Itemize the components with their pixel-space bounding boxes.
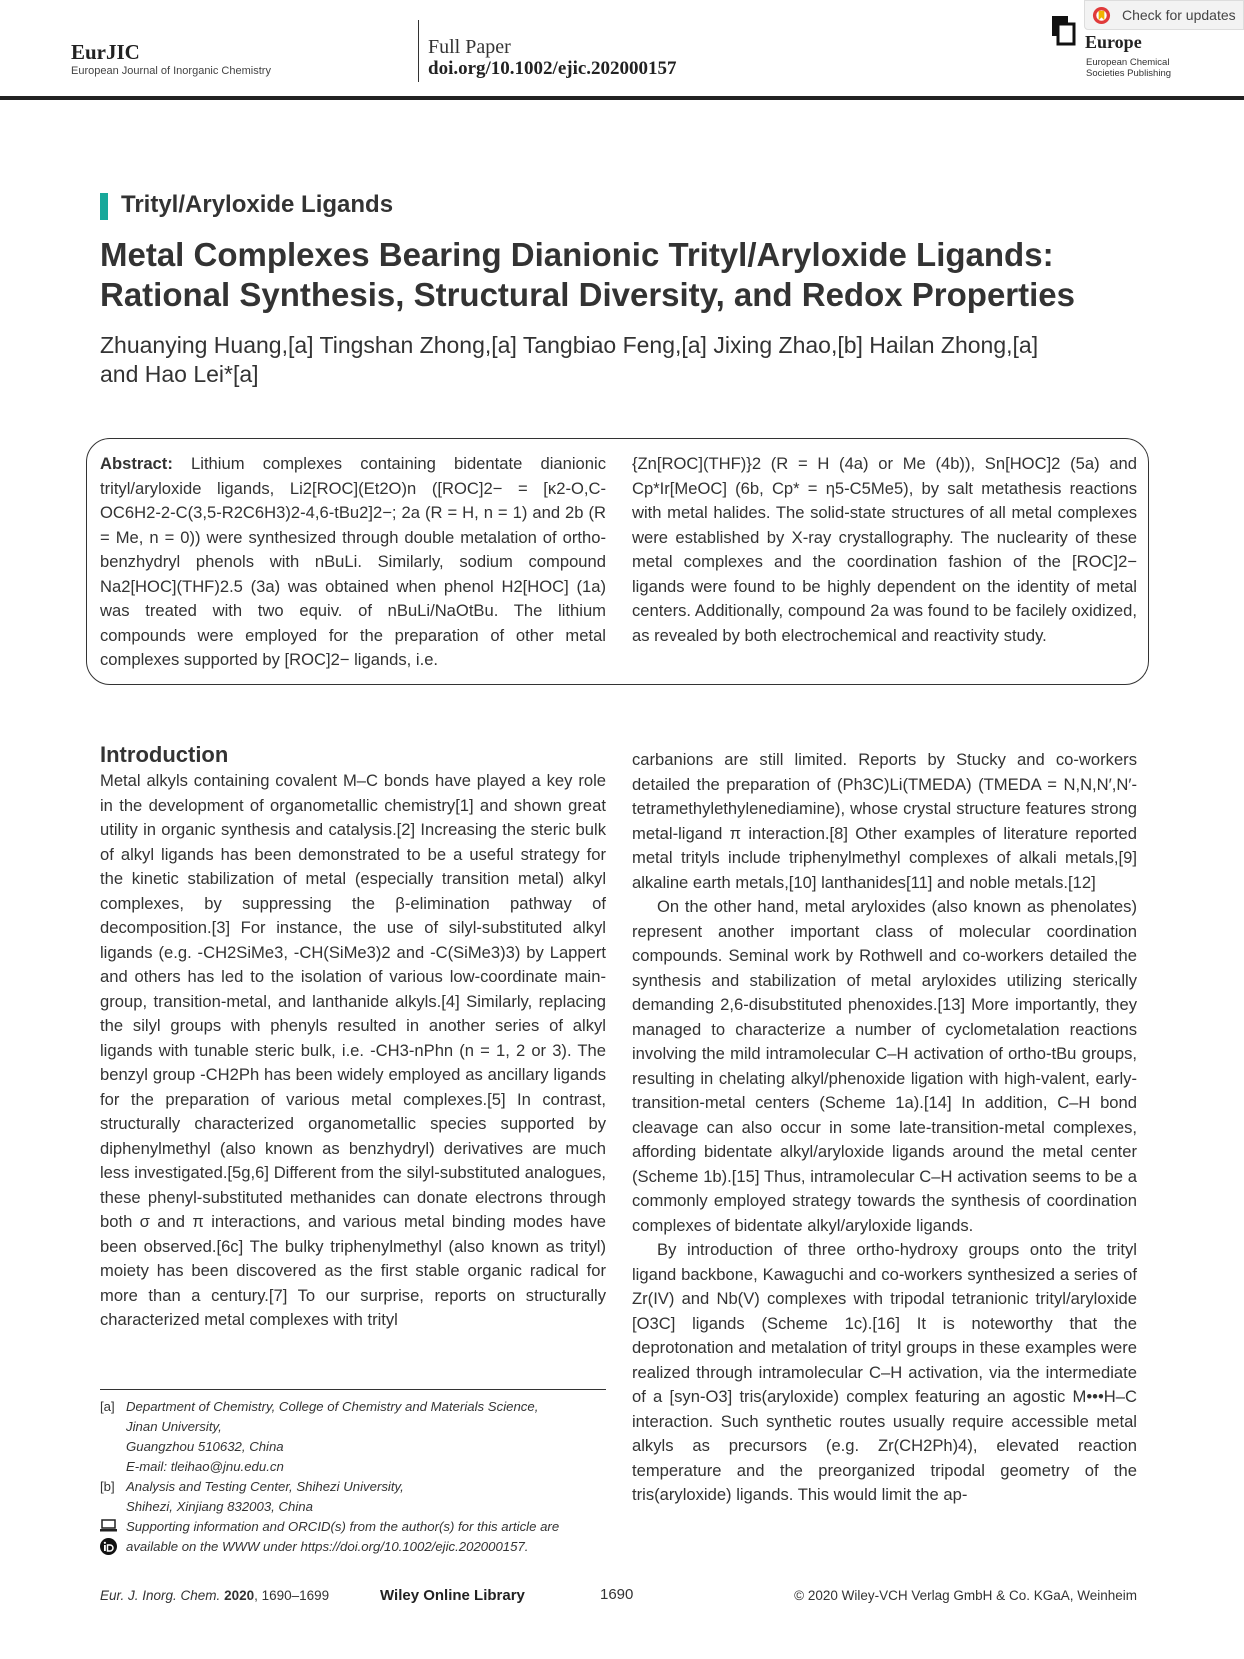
- publisher-name: Europe: [1085, 32, 1142, 52]
- section-label: Trityl/Aryloxide Ligands: [121, 191, 394, 218]
- article-title: [100, 235, 1160, 315]
- article-type: Full Paper: [428, 36, 511, 58]
- journal-full-name: European Journal of Inorganic Chemistry: [71, 65, 271, 77]
- footer-year: 2020: [224, 1588, 255, 1603]
- abstract-text-right: {Zn[ROC](THF)}2 (R = H (4a) or Me (4b)), Sn[HOC]2 (5a) and Cp*Ir[MeOC] (6b, Cp* = η5-C5Me5), by salt metathesis reactions with metal halides. The solid-state structures of all metal complexes were established by X-ray crystallography. The nuclearity of these metal complexes and the coordination fashion of the [ROC]2− ligands were found to be highly dependent on the identity of metal centers. Additionally, compound 2a was found to be facilely oxidized, as revealed by both electrochemical and reactivity study.: [632, 454, 1137, 645]
- affiliation-a-line-2: Jinan University,: [126, 1419, 222, 1434]
- introduction-heading: Introduction: [100, 742, 229, 767]
- section-accent-bar: [100, 193, 108, 220]
- intro-paragraph-1: Metal alkyls containing covalent M–C bonds have played a key role in the development of organometallic chemistry[1] and shown great utility in organic synthesis and catalysis.[2] Increasing the steric bulk of alkyl ligands has been demonstrated to be a useful strategy for the kinetic stabilization of metal (especially transition metal) alkyl complexes, by suppressing the β-elimination pathway of decomposition.[3] For instance, the use of silyl-substituted alkyl ligands (e.g. -CH2SiMe3, -CH(SiMe3)2 and -C(SiMe3)3) by Lappert and others has led to the isolation of various low-coordinate main-group, transition-metal, and lanthanide alkyls.[4] Similarly, replacing the silyl groups with phenyls resulted in another series of alkyl ligands with tunable steric bulk, i.e. -CH3-nPhn (n = 1, 2 or 3). The benzyl group -CH2Ph has been widely employed as ancillary ligands for the preparation of various metal complexes.[5] In contrast, structurally characterized organometallic species supported by diphenylmethyl (also known as benzhydryl) derivatives are much less investigated.[5g,6] Different from the silyl-substituted analogues, these phenyl-substituted methanides can donate electrons through both σ and π interactions, and various metal binding modes have been observed.[6c] The bulky triphenylmethyl (also known as trityl) moiety has been discovered as the first stable organic radical for more than a century.[7] To our surprise, reports on structurally characterized metal complexes with trityl: [100, 771, 606, 1329]
- affiliation-b-line-1: Analysis and Testing Center, Shihezi University,: [126, 1479, 404, 1494]
- supporting-info-icon: [100, 1519, 117, 1532]
- intro-paragraph-1-continued: carbanions are still limited. Reports by Stucky and co-workers detailed the preparation of (Ph3C)Li(TMEDA) (TMEDA = N,N,N′,N′-tetramethylethylenediamine), whose crystal structure features strong metal-ligand π interaction.[8] Other examples of literature reported metal trityls include triphenylmethyl complexes of alkali metals,[9] alkaline earth metals,[10] lanthanides[11] and noble metals.[12]: [632, 750, 1137, 892]
- footer-journal: Eur. J. Inorg. Chem.: [100, 1588, 221, 1603]
- page-number: 1690: [600, 1586, 634, 1603]
- footnote-rule: [100, 1389, 606, 1390]
- affiliation-b: [126, 1477, 606, 1517]
- footer-pages: , 1690–1699: [254, 1588, 330, 1603]
- affiliation-b-tag: [b]: [100, 1479, 115, 1494]
- publisher-subtitle-line-2: Societies Publishing: [1086, 68, 1172, 79]
- abstract-text-left: Lithium complexes containing bidentate dianionic trityl/aryloxide ligands, Li2[ROC](Et2O)n ([ROC]2− = [κ2-O,C-OC6H2-2-C(3,5-R2C6H3)2-4,6-tBu2]2−; 2a (R = H, n = 1) and 2b (R = Me, n = 0)) were synthesized through double metalation of ortho-benzhydryl phenols with nBuLi. Similarly, sodium compound Na2[HOC](THF)2.5 (3a) was obtained when phenol H2[HOC] (1a) was treated with two equiv. of nBuLi/NaOtBu. The lithium compounds were employed for the preparation of other metal complexes supported by [ROC]2− ligands, i.e.: [100, 454, 606, 669]
- publisher-subtitle: [1086, 57, 1171, 79]
- authors-line-2: and Hao Lei*[a]: [100, 361, 259, 387]
- author-list: [100, 331, 1180, 389]
- body-right-column: [632, 748, 1137, 1508]
- journal-abbrev: EurJIC: [71, 40, 140, 64]
- check-for-updates-button[interactable]: [1084, 0, 1244, 30]
- orcid-icon[interactable]: [100, 1538, 117, 1555]
- title-line-2: Rational Synthesis, Structural Diversity, and Redox Properties: [100, 276, 1075, 313]
- chemistry-europe-logo-icon: [1052, 16, 1080, 48]
- intro-paragraph-3: By introduction of three ortho-hydroxy groups onto the trityl ligand backbone, Kawaguchi and co-workers synthesized a series of Zr(IV) and Nb(V) complexes with tripodal tetranionic trityl/aryloxide [O3C] ligands (Scheme 1c).[16] It is noteworthy that the deprotonation and metalation of trityl groups in these examples were realized through intramolecular C–H activation, via the intermediate of a [syn-O3] tris(aryloxide) complex featuring an agostic M•••H–C interaction. Such synthetic routes usually require accessible metal alkyls as precursors (e.g. Zr(CH2Ph)4), elevated reaction temperature and the preorganized tripodal geometry of the tris(aryloxide) ligands. This would limit the ap-: [632, 1240, 1137, 1504]
- check-for-updates-label: Check for updates: [1122, 7, 1236, 23]
- copyright: © 2020 Wiley-VCH Verlag GmbH & Co. KGaA, Weinheim: [794, 1588, 1137, 1603]
- affiliation-a: [126, 1397, 606, 1477]
- affiliation-a-email[interactable]: E-mail: tleihao@jnu.edu.cn: [126, 1459, 284, 1474]
- check-for-updates-icon: [1092, 6, 1111, 25]
- title-line-1: Metal Complexes Bearing Dianionic Trityl/Aryloxide Ligands:: [100, 236, 1054, 273]
- supporting-info-note: [126, 1517, 606, 1557]
- intro-paragraph-2: On the other hand, metal aryloxides (also known as phenolates) represent another important class of molecular coordination compounds. Seminal work by Rothwell and co-workers detailed the synthesis and stabilization of metal aryloxides utilizing sterically demanding 2,6-disubstituted phenoxides.[13] More importantly, they managed to characterize a number of cyclometalation reactions involving the mild intramolecular C–H activation of ortho-tBu groups, resulting in chelating alkyl/phenoxide ligation with high-valent, early-transition-metal centers (Scheme 1a).[14] In addition, C–H bond cleavage can also occur in some late-transition-metal complexes, affording bidentate alkyl/aryloxide ligands around the metal center (Scheme 1b).[15] Thus, intramolecular C–H activation seems to be a commonly employed strategy towards the synthesis of coordination complexes of bidentate alkyl/aryloxide ligands.: [632, 897, 1137, 1235]
- body-left-column: [100, 769, 606, 1333]
- abstract-label: Abstract:: [100, 454, 173, 473]
- affiliation-a-tag: [a]: [100, 1399, 115, 1414]
- wiley-online-library-link[interactable]: Wiley Online Library: [380, 1587, 525, 1604]
- doi-link[interactable]: doi.org/10.1002/ejic.202000157: [428, 58, 677, 79]
- affiliation-b-line-2: Shihezi, Xinjiang 832003, China: [126, 1499, 313, 1514]
- abstract-left-column: [100, 452, 606, 673]
- header-rule: [0, 96, 1244, 100]
- supporting-info-line-1: Supporting information and ORCID(s) from the author(s) for this article are: [126, 1519, 560, 1534]
- header-divider: [418, 20, 419, 82]
- affiliation-a-line-1: Department of Chemistry, College of Chemistry and Materials Science,: [126, 1399, 539, 1414]
- publisher-subtitle-line-1: European Chemical: [1086, 57, 1170, 68]
- abstract-right-column: [632, 452, 1137, 648]
- footer-citation: [100, 1588, 329, 1603]
- supporting-info-line-2[interactable]: available on the WWW under https://doi.org/10.1002/ejic.202000157.: [126, 1539, 529, 1554]
- affiliation-a-line-3: Guangzhou 510632, China: [126, 1439, 284, 1454]
- authors-line-1: Zhuanying Huang,[a] Tingshan Zhong,[a] Tangbiao Feng,[a] Jixing Zhao,[b] Hailan Zhong,[a]: [100, 332, 1039, 358]
